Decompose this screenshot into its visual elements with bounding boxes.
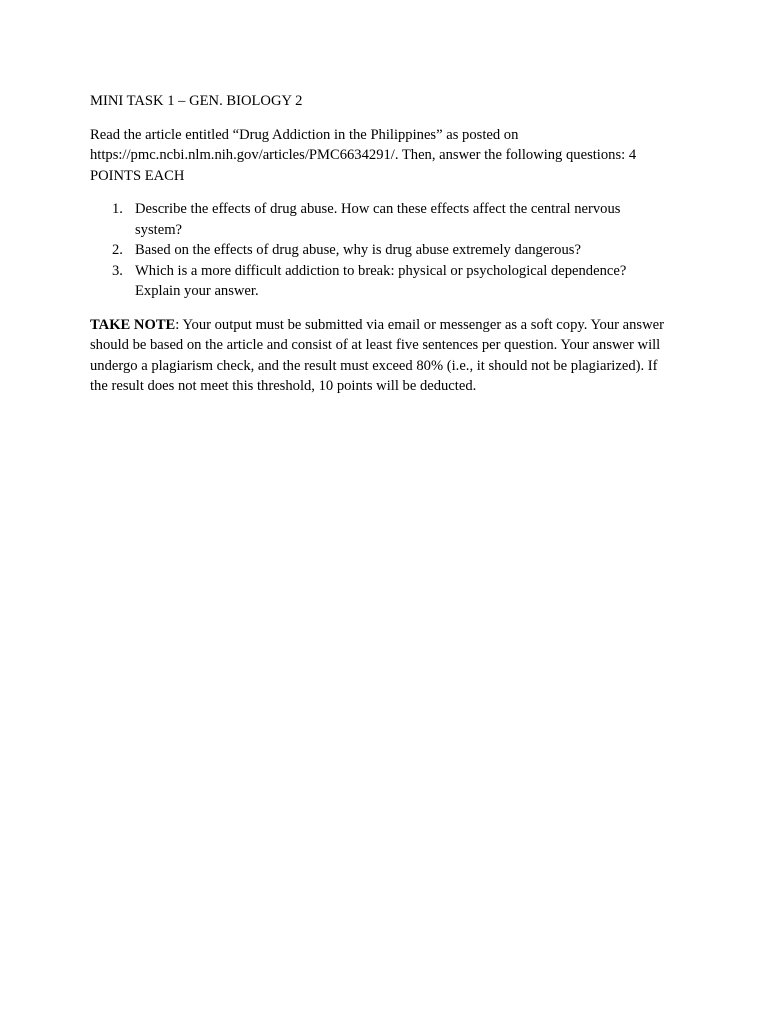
question-item	[90, 199, 670, 240]
instructions-paragraph: Read the article entitled “Drug Addiction in the Philippines” as posted on https://pmc.ncbi.nlm.nih.gov/articles/PMC6634291/. Then, answer the following questions: 4 POINTS EACH	[90, 126, 637, 184]
question-item	[90, 261, 670, 302]
question-number: 1.	[112, 201, 123, 217]
question-text: Based on the effects of drug abuse, why is drug abuse extremely dangerous?	[135, 242, 581, 258]
take-note-text: : Your output must be submitted via email or messenger as a soft copy. Your answer should be based on the article and consist of at least five sentences per question. Your answer will undergo a plagiarism check, and the result must exceed 80% (i.e., it should not be plagiarized). If the result does not meet this threshold, 10 points will be deducted.	[90, 316, 664, 394]
questions-list	[90, 199, 670, 302]
take-note-paragraph	[90, 315, 670, 397]
question-text: Which is a more difficult addiction to break: physical or psychological dependence? Explain your answer.	[135, 262, 627, 299]
take-note-label: TAKE NOTE	[90, 316, 176, 333]
question-item	[90, 240, 670, 261]
question-text: Describe the effects of drug abuse. How can these effects affect the central nervous system?	[135, 201, 621, 238]
question-number: 3.	[112, 262, 123, 279]
document-title: MINI TASK 1 – GEN. BIOLOGY 2	[90, 93, 303, 109]
question-number: 2.	[112, 242, 123, 258]
document-body	[90, 91, 670, 397]
